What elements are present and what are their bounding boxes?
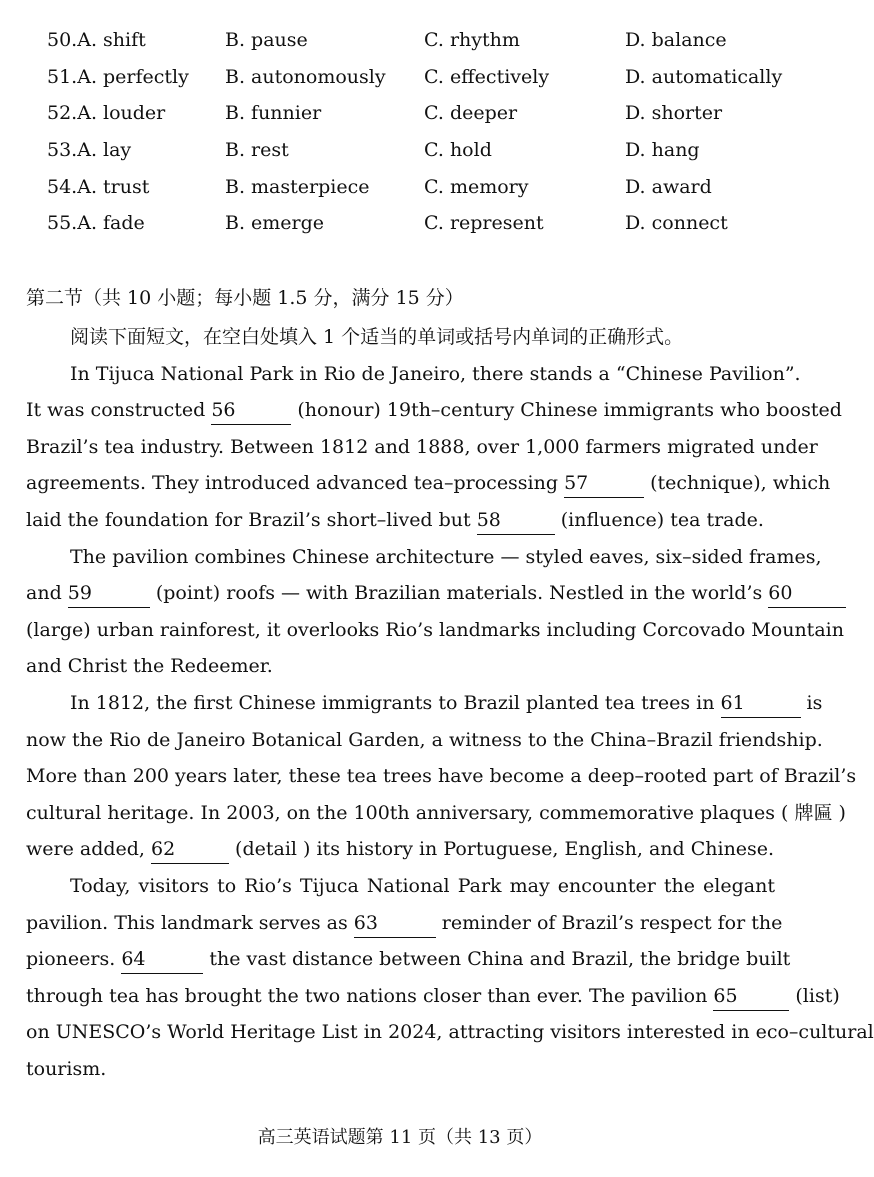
option-b: B. funnier xyxy=(225,102,322,125)
option-a: 51.A. perfectly xyxy=(47,65,189,88)
passage-line xyxy=(26,465,831,502)
text: (point) roofs — with Brazilian materials. Nestled in the world’s xyxy=(149,582,769,605)
blank-64[interactable]: 64 xyxy=(121,945,203,974)
text: reminder of Brazil’s respect for the xyxy=(435,911,783,934)
passage-line xyxy=(26,941,791,978)
option-b: B. rest xyxy=(225,139,289,162)
option-d: D. shorter xyxy=(625,102,723,125)
option-c: C. hold xyxy=(424,139,492,162)
text: (technique), which xyxy=(644,472,831,495)
text: agreements. They introduced advanced tea–processing xyxy=(26,472,565,495)
text: (influence) tea trade. xyxy=(554,508,764,531)
blank-60[interactable]: 60 xyxy=(768,579,846,608)
blank-57[interactable]: 57 xyxy=(564,469,644,498)
passage-line xyxy=(26,831,775,868)
blank-63[interactable]: 63 xyxy=(354,909,436,938)
passage-line xyxy=(26,392,842,429)
passage-line: Today, visitors to Rio’s Tijuca National Park may encounter the elegant xyxy=(70,874,775,897)
option-b: B. emerge xyxy=(225,212,325,235)
option-d: D. hang xyxy=(625,139,700,162)
option-b: B. autonomously xyxy=(225,65,386,88)
text: through tea has brought the two nations closer than ever. The pavilion xyxy=(26,984,714,1007)
text: It was constructed xyxy=(26,399,212,422)
blank-59[interactable]: 59 xyxy=(68,579,150,608)
passage-line: The pavilion combines Chinese architecture — styled eaves, six–sided frames, xyxy=(70,545,822,568)
blank-61[interactable]: 61 xyxy=(721,689,801,718)
passage-line: and Christ the Redeemer. xyxy=(26,655,273,678)
passage-line xyxy=(26,685,823,722)
option-row-54 xyxy=(47,168,787,205)
option-b: B. masterpiece xyxy=(225,175,370,198)
text: (honour) 19th–century Chinese immigrants who boosted xyxy=(291,399,842,422)
option-a: 50.A. shift xyxy=(47,29,146,52)
passage-line: on UNESCO’s World Heritage List in 2024, attracting visitors interested in eco–cultural xyxy=(26,1021,874,1044)
option-a: 55.A. fade xyxy=(47,212,145,235)
passage-line xyxy=(26,978,840,1015)
option-a: 54.A. trust xyxy=(47,175,150,198)
option-c: C. represent xyxy=(424,212,544,235)
text: the vast distance between China and Brazil, the bridge built xyxy=(203,948,791,971)
passage-line: More than 200 years later, these tea trees have become a deep–rooted part of Brazil’s xyxy=(26,765,857,788)
option-c: C. effectively xyxy=(424,65,550,88)
passage xyxy=(26,319,874,1087)
passage-line: In Tijuca National Park in Rio de Janeiro, there stands a “Chinese Pavilion”. xyxy=(70,362,801,385)
option-c: C. memory xyxy=(424,175,529,198)
text: pioneers. xyxy=(26,948,122,971)
option-row-50 xyxy=(47,22,787,59)
passage-line: cultural heritage. In 2003, on the 100th anniversary, commemorative plaques ( 牌匾 ) xyxy=(26,801,846,824)
section-instruction: 阅读下面短文，在空白处填入 1 个适当的单词或括号内单词的正确形式。 xyxy=(70,326,684,348)
text: pavilion. This landmark serves as xyxy=(26,911,354,934)
passage-line: now the Rio de Janeiro Botanical Garden, a witness to the China–Brazil friendship. xyxy=(26,728,823,751)
text: laid the foundation for Brazil’s short–lived but xyxy=(26,508,477,531)
option-row-52 xyxy=(47,95,787,132)
text: (list) xyxy=(789,984,840,1007)
section-title: 第二节（共 10 小题；每小题 1.5 分，满分 15 分） xyxy=(26,287,464,309)
text: In 1812, the first Chinese immigrants to Brazil planted tea trees in xyxy=(70,691,721,714)
option-row-55 xyxy=(47,205,787,242)
text: (detail ) its history in Portuguese, English, and Chinese. xyxy=(229,838,775,861)
passage-line: (large) urban rainforest, it overlooks Rio’s landmarks including Corcovado Mountain xyxy=(26,618,844,641)
option-d: D. award xyxy=(625,175,712,198)
passage-line: tourism. xyxy=(26,1057,107,1080)
option-a: 52.A. louder xyxy=(47,102,166,125)
text: is xyxy=(800,691,823,714)
option-b: B. pause xyxy=(225,29,308,52)
passage-line xyxy=(26,502,775,539)
option-c: C. deeper xyxy=(424,102,518,125)
text: and xyxy=(26,582,68,605)
passage-line xyxy=(26,575,793,612)
option-row-51 xyxy=(47,59,787,96)
passage-line xyxy=(26,905,783,942)
text: were added, xyxy=(26,838,152,861)
option-d: D. balance xyxy=(625,29,727,52)
option-c: C. rhythm xyxy=(424,29,520,52)
option-row-53 xyxy=(47,132,787,169)
blank-56[interactable]: 56 xyxy=(211,396,291,425)
page-footer: 高三英语试题第 11 页（共 13 页） xyxy=(257,1127,543,1148)
answer-options xyxy=(47,22,787,242)
blank-65[interactable]: 65 xyxy=(713,982,789,1011)
blank-58[interactable]: 58 xyxy=(477,506,555,535)
blank-62[interactable]: 62 xyxy=(151,835,229,864)
option-d: D. connect xyxy=(625,212,728,235)
option-a: 53.A. lay xyxy=(47,139,132,162)
passage-line: Brazil’s tea industry. Between 1812 and 1888, over 1,000 farmers migrated under xyxy=(26,435,818,458)
option-d: D. automatically xyxy=(625,65,783,88)
